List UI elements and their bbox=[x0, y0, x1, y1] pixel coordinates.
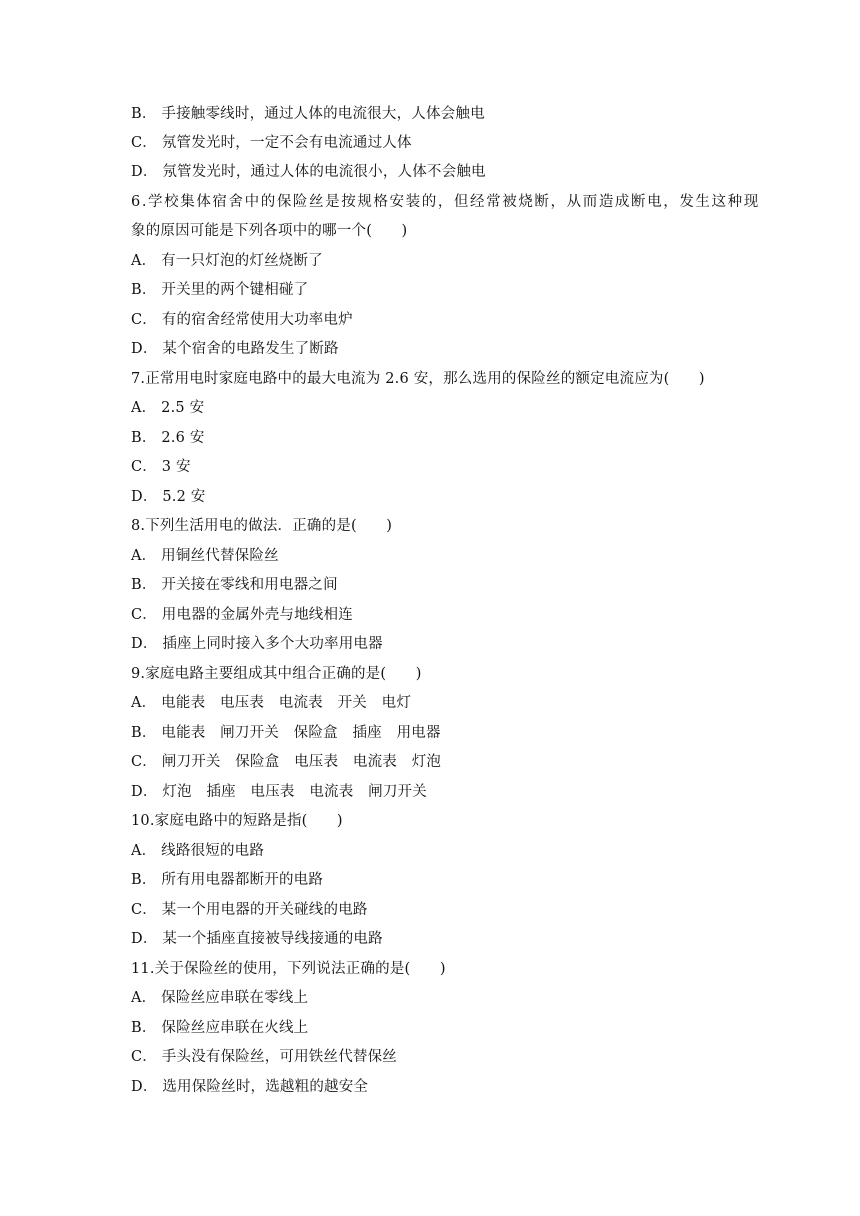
option-6d: D． 某个宿舍的电路发生了断路 bbox=[131, 341, 339, 357]
option-9c: C． 闸刀开关 保险盒 电压表 电流表 灯泡 bbox=[131, 754, 442, 770]
option-11d: D． 选用保险丝时，选越粗的越安全 bbox=[131, 1079, 369, 1095]
option-7c: C． 3 安 bbox=[131, 459, 191, 475]
option-10b: B． 所有用电器都断开的电路 bbox=[131, 872, 324, 888]
option-11b: B． 保险丝应串联在火线上 bbox=[131, 1020, 309, 1036]
option-6c: C． 有的宿舍经常使用大功率电炉 bbox=[131, 312, 353, 328]
option-7d: D． 5.2 安 bbox=[131, 489, 206, 505]
option-11a: A． 保险丝应串联在零线上 bbox=[131, 990, 309, 1006]
option-5b: B． 手接触零线时，通过人体的电流很大，人体会触电 bbox=[131, 106, 485, 122]
option-10a: A． 线路很短的电路 bbox=[131, 843, 265, 859]
option-5d: D． 氖管发光时，通过人体的电流很小，人体不会触电 bbox=[131, 164, 486, 180]
question-8: 8.下列生活用电的做法．正确的是( ) bbox=[131, 518, 393, 534]
option-10d: D． 某一个插座直接被导线接通的电路 bbox=[131, 931, 383, 947]
question-9: 9.家庭电路主要组成其中组合正确的是( ) bbox=[131, 666, 422, 682]
option-8c: C． 用电器的金属外壳与地线相连 bbox=[131, 607, 353, 623]
option-8d: D． 插座上同时接入多个大功率用电器 bbox=[131, 636, 383, 652]
option-11c: C． 手头没有保险丝，可用铁丝代替保丝 bbox=[131, 1049, 398, 1065]
question-11: 11.关于保险丝的使用，下列说法正确的是( ) bbox=[131, 961, 446, 977]
option-9b: B． 电能表 闸刀开关 保险盒 插座 用电器 bbox=[131, 725, 441, 741]
option-9d: D． 灯泡 插座 电压表 电流表 闸刀开关 bbox=[131, 784, 427, 800]
option-9a: A． 电能表 电压表 电流表 开关 电灯 bbox=[131, 695, 412, 711]
option-6a: A． 有一只灯泡的灯丝烧断了 bbox=[131, 253, 323, 269]
option-7b: B． 2.6 安 bbox=[131, 430, 205, 446]
question-10: 10.家庭电路中的短路是指( ) bbox=[131, 813, 343, 829]
option-8b: B． 开关接在零线和用电器之间 bbox=[131, 577, 338, 593]
question-7: 7.正常用电时家庭电路中的最大电流为 2.6 安，那么选用的保险丝的额定电流应为( ) bbox=[131, 371, 705, 387]
question-6-line-1: 6.学校集体宿舍中的保险丝是按规格安装的，但经常被烧断，从而造成断电，发生这种现 bbox=[131, 194, 760, 210]
option-7a: A． 2.5 安 bbox=[131, 400, 205, 416]
option-10c: C． 某一个用电器的开关碰线的电路 bbox=[131, 902, 368, 918]
question-6-line-2: 象的原因可能是下列各项中的哪一个( ) bbox=[131, 223, 408, 239]
option-6b: B． 开关里的两个键相碰了 bbox=[131, 282, 309, 298]
option-8a: A． 用铜丝代替保险丝 bbox=[131, 548, 279, 564]
option-5c: C． 氖管发光时，一定不会有电流通过人体 bbox=[131, 135, 412, 151]
